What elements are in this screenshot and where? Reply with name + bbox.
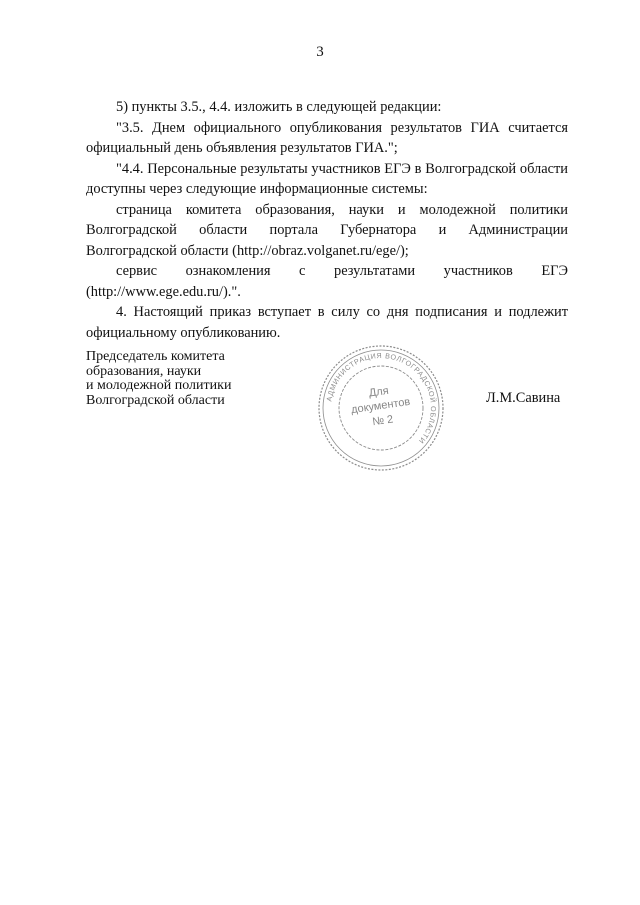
seal-center-line-3: № 2 (371, 413, 395, 429)
official-seal-stamp (316, 343, 446, 473)
paragraph-item-5-header: 5) пункты 3.5., 4.4. изложить в следующей редакции: (116, 99, 442, 115)
page-number: 3 (316, 44, 324, 60)
paragraph-clause-3-5: "3.5. Днем официального опубликования результатов ГИА считается официальный день объявления результатов ГИА."; (86, 119, 568, 156)
signer-name: Л.М.Савина (486, 390, 561, 406)
paragraph-effective-date: 4. Настоящий приказ вступает в силу со дня подписания и подлежит официальному опубликованию. (86, 304, 568, 341)
signatory-title-line: Волгоградской области (86, 392, 225, 408)
signatory-title-line: образования, науки (86, 363, 202, 379)
signatory-title-line: и молодежной политики (86, 378, 232, 393)
order-body-text (86, 97, 568, 343)
seal-center-line-2: документов (350, 395, 412, 417)
seal-graphic (316, 343, 446, 473)
seal-ring-text: АДМИНИСТРАЦИЯ ВОЛГОГРАДСКОЙ ОБЛАСТИ (324, 350, 439, 446)
paragraph-committee-page: страница комитета образования, науки и молодежной политики Волгоградской области портала Губернатора и Администрации Волгоградской области (http://obraz.volganet.ru/ege/); (86, 201, 568, 259)
signatory-title (86, 350, 286, 408)
signatory-title-line: Председатель комитета (86, 349, 225, 364)
seal-center-line-1: Для (368, 384, 390, 400)
paragraph-clause-4-4: "4.4. Персональные результаты участников ЕГЭ в Волгоградской области доступны через следующие информационные системы: (86, 160, 568, 197)
paragraph-results-service: сервис ознакомления с результатами участников ЕГЭ (http://www.ege.edu.ru/).". (86, 263, 568, 300)
